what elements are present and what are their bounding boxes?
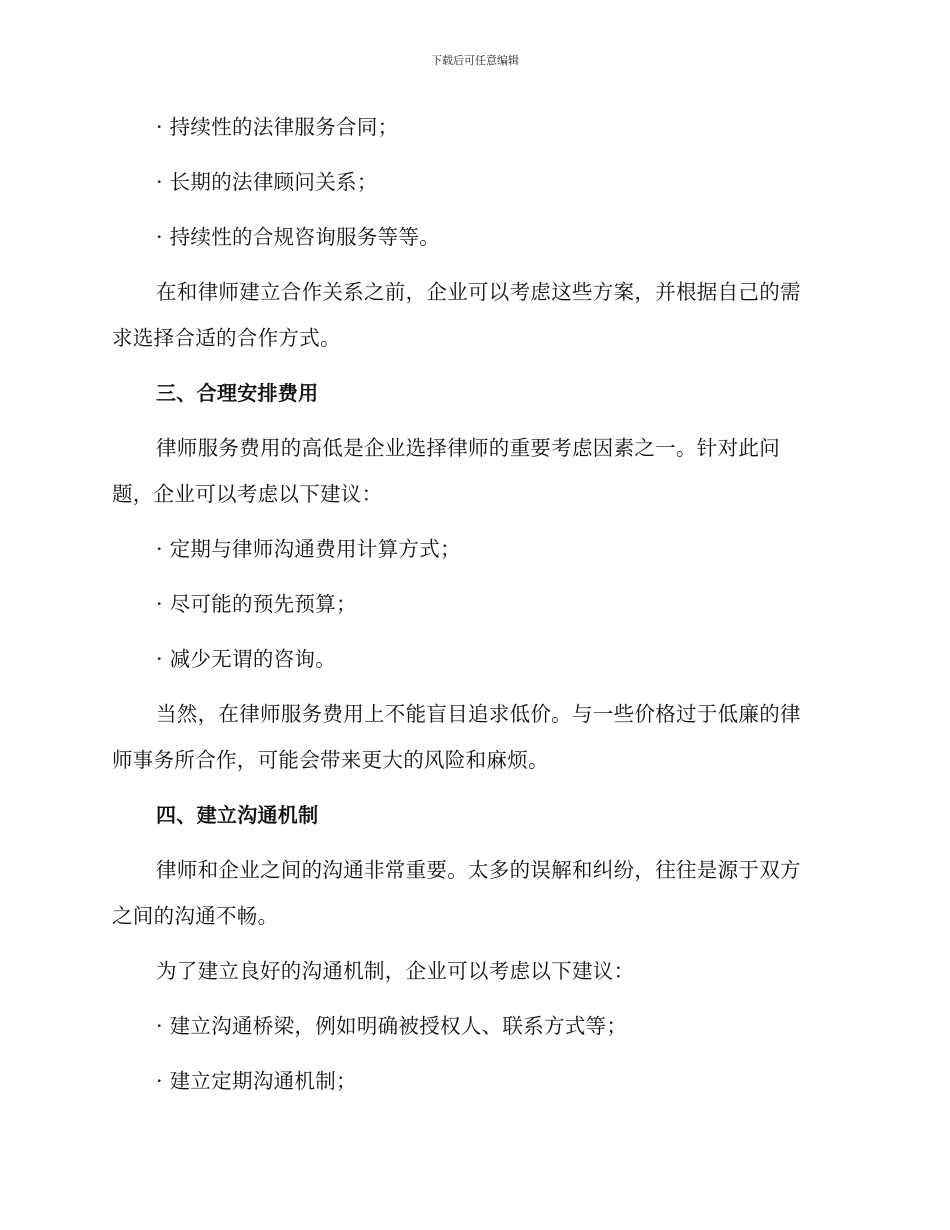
section-heading xyxy=(112,370,832,416)
bullet-item xyxy=(112,526,832,572)
paragraph-line: 求选择合适的合作方式。 xyxy=(112,326,341,350)
bullet-item xyxy=(112,1003,832,1049)
paragraph-line: 律师服务费用的高低是企业选择律师的重要考虑因素之一。针对此问 xyxy=(156,436,780,460)
paragraph xyxy=(112,269,832,361)
paragraph-line: 律师和企业之间的沟通非常重要。太多的误解和纠纷，往往是源于双方 xyxy=(156,858,801,882)
paragraph xyxy=(112,948,832,994)
bullet-item xyxy=(112,636,832,682)
paragraph xyxy=(112,691,832,783)
heading-text: 四、建立沟通机制 xyxy=(156,803,319,827)
bullet-line: · 建立定期沟通机制； xyxy=(156,1069,357,1093)
bullet-line: · 持续性的法律服务合同； xyxy=(156,115,399,139)
bullet-line: · 长期的法律顾问关系； xyxy=(156,170,378,194)
bullet-item xyxy=(112,159,832,205)
paragraph-line: 在和律师建立合作关系之前，企业可以考虑这些方案，并根据自己的需 xyxy=(156,280,801,304)
paragraph-line: 题，企业可以考虑以下建议： xyxy=(112,482,383,506)
heading-text: 三、合理安排费用 xyxy=(156,381,319,405)
bullet-line: · 建立沟通桥梁，例如明确被授权人、联系方式等； xyxy=(156,1014,628,1038)
paragraph-line: 师事务所合作，可能会带来更大的风险和麻烦。 xyxy=(112,748,549,772)
bullet-line: · 定期与律师沟通费用计算方式； xyxy=(156,537,461,561)
bullet-line: · 尽可能的预先预算； xyxy=(156,592,357,616)
paragraph-line: 为了建立良好的沟通机制，企业可以考虑以下建议： xyxy=(156,959,635,983)
bullet-line: · 减少无谓的咨询。 xyxy=(156,647,337,671)
bullet-line: · 持续性的合规咨询服务等等。 xyxy=(156,225,441,249)
bullet-item xyxy=(112,581,832,627)
paragraph xyxy=(112,425,832,517)
bullet-item xyxy=(112,214,832,260)
paragraph xyxy=(112,847,832,939)
bullet-item xyxy=(112,1058,832,1104)
paragraph-line: 当然，在律师服务费用上不能盲目追求低价。与一些价格过于低廉的律 xyxy=(156,702,801,726)
bullet-item xyxy=(112,104,832,150)
paragraph-line: 之间的沟通不畅。 xyxy=(112,904,279,928)
document-body xyxy=(112,104,832,1104)
section-heading xyxy=(112,792,832,838)
page-header: 下载后可任意编辑 xyxy=(431,54,519,67)
